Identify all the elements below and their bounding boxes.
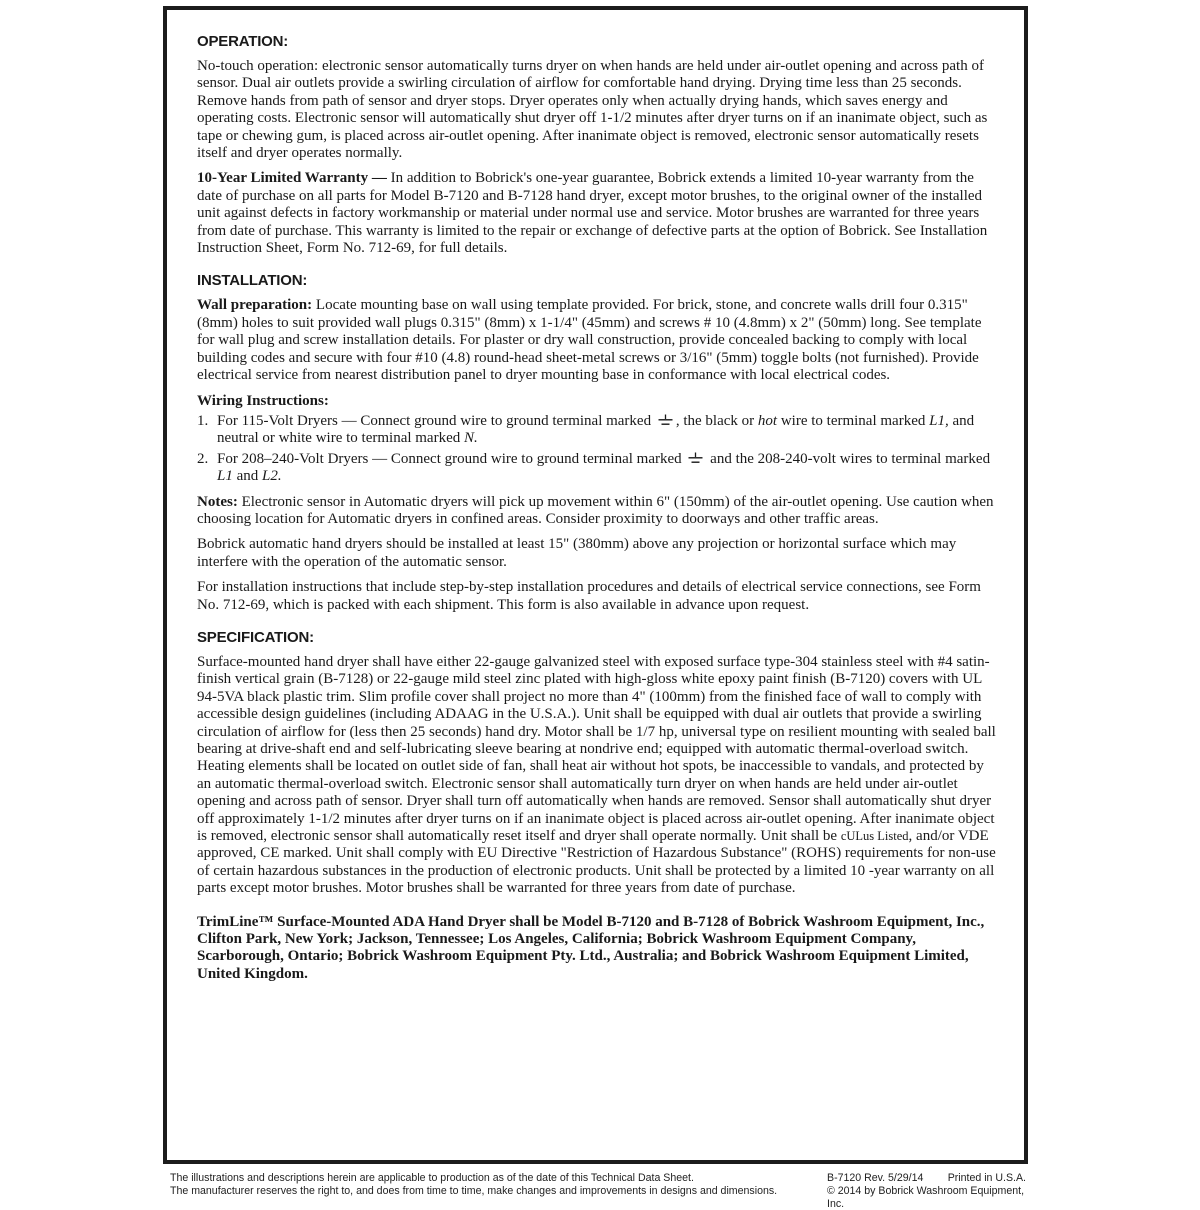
footer-copyright: © 2014 by Bobrick Washroom Equipment, Inc. xyxy=(827,1184,1025,1210)
document-body xyxy=(197,34,998,983)
warranty-lead: 10-Year Limited Warranty — xyxy=(197,170,391,187)
list-number: 1. xyxy=(197,412,209,429)
wiring-item-2-text: For 208–240-Volt Dryers — Connect ground wire to ground terminal marked and the 208-240-volt wires to terminal marked L1 and L2. xyxy=(217,450,991,485)
operation-paragraph: No-touch operation: electronic sensor automatically turns dryer on when hands are held under air-outlet opening and across path of sensor. Dual air outlets provide a swirling circulation of airflow for comfortable hand drying. Drying time less than 25 seconds. Remove hands from path of sensor and dryer stops. Dryer operates only when actually drying hands, which saves energy and operating costs. Electronic sensor will automatically shut dryer off 1-1/2 minutes after dryer turns on if an inanimate object, such as tape or chewing gum, is placed across air-outlet opening. After inanimate object is removed, electronic sensor automatically resets itself and dryer operates normally. xyxy=(197,58,988,162)
wiring-item-2 xyxy=(197,451,998,486)
notes-paragraph xyxy=(197,494,998,529)
wiring-item-1-text: For 115-Volt Dryers — Connect ground wire to ground terminal marked , the black or hot wire to terminal marked L1, and neutral or white wire to terminal marked N. xyxy=(217,412,975,447)
warranty-body: In addition to Bobrick's one-year guarantee, Bobrick extends a limited 10-year warranty from the date of purchase on all parts for Model B-7120 and B-7128 hand dryer, except motor brushes, to the original owner of the installed unit against defects in factory workmanship or material under normal use and service. Motor brushes are warranted for three years from date of purchase. This warranty is limited to the repair or exchange of defective parts at the option of Bobrick. See Installation Instruction Sheet, Form No. 712-69, for full details. xyxy=(197,170,988,257)
models-manufacturer-paragraph: TrimLine™ Surface-Mounted ADA Hand Dryer shall be Model B-7120 and B-7128 of Bobrick Washroom Equipment, Inc., Clifton Park, New York; Jackson, Tennessee; Los Angeles, California; Bobrick Washroom Equipment Company, Scarborough, Ontario; Bobrick Washroom Equipment Pty. Ltd., Australia; and Bobrick Washroom Equipment Limited, United Kingdom. xyxy=(197,913,985,982)
notes-label: Notes: xyxy=(197,493,242,510)
specification-heading: SPECIFICATION: xyxy=(197,628,314,646)
wall-preparation-paragraph xyxy=(197,297,998,384)
terminal-l2-label: L2. xyxy=(262,468,282,485)
footer-disclaimer-line2: The manufacturer reserves the right to, and does from time to time, make changes and improvements in designs and dimensions. xyxy=(170,1184,778,1197)
earth-ground-icon xyxy=(687,452,704,465)
terminal-l1-label: L1 xyxy=(217,468,233,485)
terminal-n-label: N. xyxy=(464,430,478,447)
culus-listed-mark: cULus Listed xyxy=(840,829,909,844)
wiring-instructions-heading: Wiring Instructions: xyxy=(197,392,329,409)
installation-form-paragraph: For installation instructions that include step-by-step installation procedures and details of electrical service connections, see Form No. 712-69, which is packed with each shipment. This form is also available in advance upon request. xyxy=(197,579,981,613)
footer-revision-block xyxy=(827,1172,1026,1210)
hot-wire-label: hot xyxy=(757,412,778,429)
footer-revision: B-7120 Rev. 5/29/14 xyxy=(827,1172,924,1184)
list-number: 2. xyxy=(197,450,209,467)
specification-paragraph: Surface-mounted hand dryer shall have either 22-gauge galvanized steel with exposed surface type-304 stainless steel with #4 satin-finish vertical grain (B-7128) or 22-gauge mild steel zinc plated with high-gloss white epoxy paint finish (B-7120) covers with UL 94-5VA black plastic trim. Slim profile cover shall project no more than 4" (100mm) from the finished face of wall to comply with accessible design guidelines (including ADAAG in the U.S.A.). Unit shall be equipped with dual air outlets that provide a swirling circulation of airflow for (less then 25 seconds) hand dry. Motor shall be 1/7 hp, universal type on resilient mounting with sealed ball bearing at drive-shaft end and self-lubricating sleeve bearing at nondrive end; equipped with automatic thermal-overload switch. Heating elements shall be located on outlet side of fan, shall heat air without hot spots, be inaccessible to vandals, and protected by an automatic thermal-overload switch. Electronic sensor shall automatically turn dryer on when hands are held under air-outlet opening and across path of sensor. Dryer shall turn off automatically when hands are removed. Sensor shall automatically shut dryer off approximately 1-1/2 minutes after dryer turns on if an inanimate object is placed across air-outlet opening. After inanimate object is removed, electronic sensor shall automatically reset itself and dryer shall operate normally. Unit shall be cULus Listed, and/or VDE approved, CE marked. Unit shall comply with EU Directive "Restriction of Hazardous Substance" (ROHS) requirements for non-use of certain hazardous substances in the production of electronic products. Unit shall be protected by a limited 10 -year warranty on all parts except motor brushes. Motor brushes shall be warranted for three years from date of purchase. xyxy=(197,653,996,897)
footer-printed-in: Printed in U.S.A. xyxy=(947,1172,1026,1184)
operation-heading: OPERATION: xyxy=(197,33,289,50)
wall-preparation-label: Wall preparation: xyxy=(197,297,316,314)
terminal-l1-label: L1, xyxy=(929,412,949,429)
warranty-paragraph xyxy=(197,170,998,257)
wiring-item-1 xyxy=(197,413,998,448)
earth-ground-icon xyxy=(657,414,674,427)
notes-body: Electronic sensor in Automatic dryers will pick up movement within 6" (150mm) of the air-outlet opening. Use caution when choosing location for Automatic dryers in confined areas. Consider proximity to doorways and other traffic areas. xyxy=(197,493,994,527)
installation-heading: INSTALLATION: xyxy=(197,272,308,290)
footer-disclaimer-line1: The illustrations and descriptions herein are applicable to production as of the date of this Technical Data Sheet. xyxy=(170,1172,694,1184)
clearance-paragraph: Bobrick automatic hand dryers should be installed at least 15" (380mm) above any projection or horizontal surface which may interfere with the operation of the automatic sensor. xyxy=(197,536,957,570)
footer-disclaimer xyxy=(170,1172,830,1198)
wall-preparation-body: Locate mounting base on wall using template provided. For brick, stone, and concrete walls drill four 0.315" (8mm) holes to suit provided wall plugs 0.315" (8mm) x 1-1/4" (45mm) and screws # 10 (4.8mm) x 2" (50mm) long. See template for wall plug and screw installation details. For plaster or dry wall construction, provide concealed backing to comply with local building codes and secure with four #10 (4.8) round-head sheet-metal screws or 3/16" (5mm) toggle bolts (not furnished). Provide electrical service from nearest distribution panel to dryer mounting base in conformance with local electrical codes. xyxy=(197,297,982,384)
